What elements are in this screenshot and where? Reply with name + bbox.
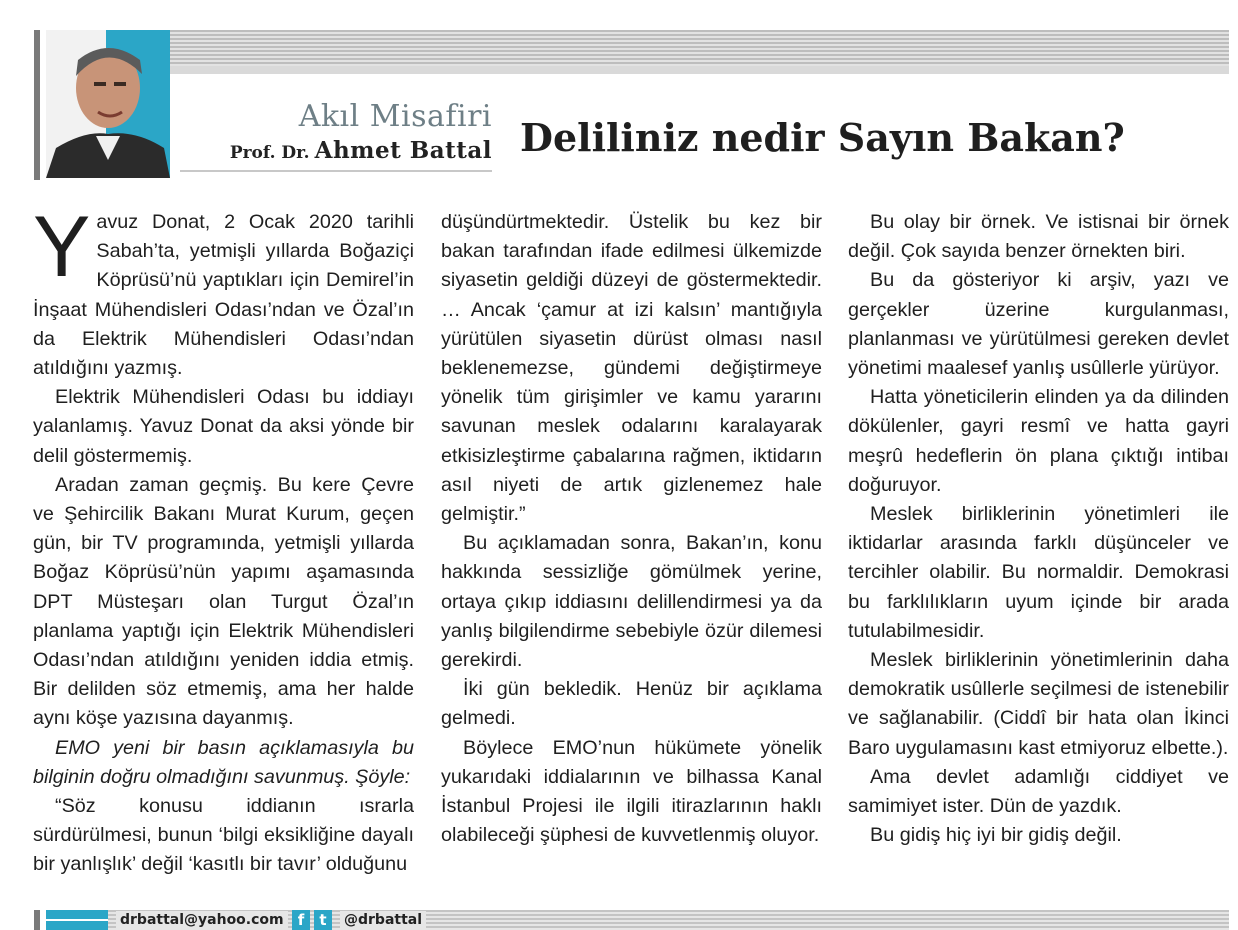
paragraph: Bu da gösteriyor ki arşiv, yazı ve gerçekler üzerine kurgulanması, planlanması ve yürütülmesi gereken devlet yönetimi maalesef yanlış usûllerle yürüyor. (848, 269, 1229, 380)
author-line (180, 136, 492, 172)
paragraph: Meslek birliklerinin yönetimlerinin daha demokratik usûllerle seçilmesi de istenebilir ve sağlanabilir. (Ciddî bir hata olan İkinci Baro uygulamasını kast etmiyoruz elbette.). (848, 649, 1229, 759)
article-headline: Deliliniz nedir Sayın Bakan? (520, 115, 1125, 160)
paragraph: düşündürtmektedir. Üstelik bu kez bir bakan tarafından ifade edilmesi ülkemizde siyasetin geldiği düzeyi de göstermektedir. … Ancak ‘çamur at izi kalsın’ mantığıyla yürütülen siyasetin dürüst olması nasıl beklenemezse, gündemi değiştirmeye yönelik tüm girişimler ve kamu yararını savunan meslek odalarını karalayarak etkisizleştirme çabalarına rağmen, iktidarın asıl niyeti de artık gizlenemez hale gelmiştir.” (441, 211, 822, 526)
paragraph (33, 199, 414, 383)
paragraph: Hatta yöneticilerin elinden ya da dilinden dökülenler, gayri resmî ve hatta gayri meşrû hedeflerin ön plana çıktığı intibaı doğuruyor. (848, 386, 1229, 496)
paragraph: Bu gidiş hiç iyi bir gidiş değil. (870, 824, 1122, 847)
paragraph: Meslek birliklerinin yönetimleri ile iktidarlar arasında farklı düşünceler ve tercihler olabilir. Bu normaldir. Demokrasi bu farklılıkların uyum içinde bir arada tutulabilmesidir. (848, 503, 1229, 642)
footer (0, 908, 1238, 930)
header-stripes (170, 30, 1229, 74)
footer-left-bar (34, 910, 40, 930)
paragraph: Elektrik Mühendisleri Odası bu iddiayı yalanlamış. Yavuz Donat da aksi yönde bir delil göstermemiş. (33, 386, 414, 467)
byline (180, 100, 492, 172)
paragraph: Aradan zaman geçmiş. Bu kere Çevre ve Şehircilik Bakanı Murat Kurum, geçen gün, bir TV programında, yetmişli yıllarda Boğaz Köprüsü’nün yapımı aşamasında DPT Müsteşarı olan Turgut Özal’ın planlama yaptığı için Elektrik Mühendisleri Odası’ndan atıldığını yeniden iddia etmiş. Bir delilden söz etmemiş, ama her halde aynı köşe yazısına dayanmış. (33, 473, 414, 730)
author-photo (46, 30, 170, 178)
paragraph: Böylece EMO’nun hükümete yönelik yukarıdaki iddialarının ve bilhassa Kanal İstanbul Projesi ile ilgili itirazlarının haklı olabileceği şüphesi de kuvvetlenmiş oluyor. (441, 736, 822, 847)
article-column-3 (848, 208, 1229, 850)
section-name: Akıl Misafiri (298, 99, 492, 134)
facebook-icon[interactable]: f (292, 910, 310, 930)
article-column-2 (441, 208, 822, 850)
author-email-link[interactable]: drbattal@yahoo.com (116, 911, 288, 929)
footer-accent-block (46, 910, 108, 930)
paragraph: Ama devlet adamlığı ciddiyet ve samimiyet ister. Dün de yazdık. (848, 765, 1229, 818)
paragraph: Bu açıklamadan sonra, Bakan’ın, konu hakkında sessizliğe gömülmek yerine, ortaya çıkıp iddiasını delillendirmesi ya da yanlış bilgilendirme sebebiyle özür dilemesi gerekirdi. (441, 532, 822, 672)
author-title: Prof. Dr. (229, 143, 310, 163)
author-portrait-image (46, 30, 170, 178)
paragraph-text: avuz Donat, 2 Ocak 2020 tarihli Sabah’ta, yetmişli yıllarda Boğaziçi Köprüsü’nü yaptıkları için Demirel’in İnşaat Mühendisleri Odası’ndan ve Özal’ın da Elektrik Mühendisleri Odası’ndan atıldığını yazmış. (33, 211, 414, 380)
twitter-icon[interactable]: t (314, 910, 332, 930)
twitter-handle-link[interactable]: @drbattal (340, 911, 426, 929)
article-column-1 (33, 199, 414, 880)
dropcap: Y (33, 199, 91, 295)
header-left-bar (34, 30, 40, 180)
paragraph: “Söz konusu iddianın ısrarla sürdürülmesi, bunun ‘bilgi eksikliğine dayalı bir yanlışlık’ değil ‘kasıtlı bir tavır’ olduğunu (33, 795, 414, 876)
paragraph: Bu olay bir örnek. Ve istisnai bir örnek değil. Çok sayıda benzer örnekten biri. (848, 211, 1229, 263)
paragraph: İki gün bekledik. Henüz bir açıklama gelmedi. (441, 678, 822, 730)
paragraph-italic: EMO yeni bir basın açıklamasıyla bu bilginin doğru olmadığını savunmuş. Şöyle: (33, 736, 414, 788)
author-name: Ahmet Battal (314, 137, 492, 164)
